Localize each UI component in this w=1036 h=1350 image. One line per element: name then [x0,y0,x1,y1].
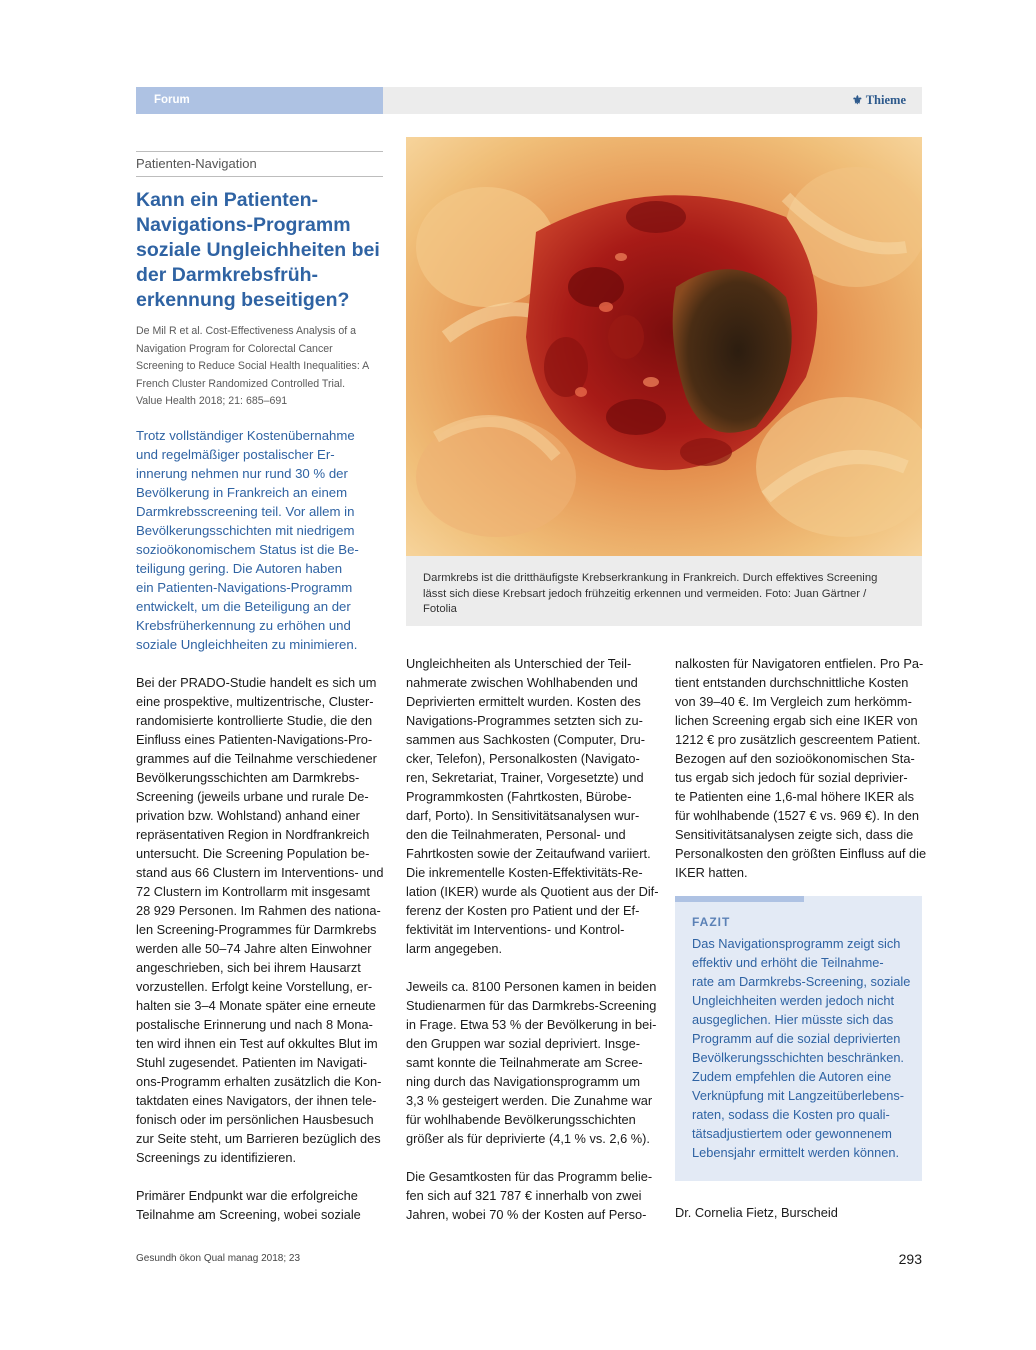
body-line: Die inkrementelle Kosten-Effektivitäts-Re- [406,865,643,880]
body-line: Bei der PRADO-Studie handelt es sich um [136,675,377,690]
body-line: ons-Programm erhalten zusätzlich die Kon- [136,1074,382,1089]
body-line [406,1148,656,1167]
body-line: von 39–40 €. Im Vergleich zum herkömm- [675,694,912,709]
body-line: ning durch das Navigationsprogramm um [406,1074,641,1089]
body-line: fonisch oder im persönlichen Hausbesuch [136,1112,374,1127]
body-column-2 [406,654,659,1224]
body-line: Einfluss eines Patienten-Navigations-Pro- [136,732,373,747]
body-line: Deprivierten ermittelt wurden. Kosten des [406,694,641,709]
body-line: sammen aus Sachkosten (Computer, Dru- [406,732,645,747]
body-line: ten wird ihnen ein Test auf okkultes Blut im [136,1036,378,1051]
caption-line: Fotolia [423,603,457,615]
body-column-1 [136,673,386,1224]
body-line: lichen Screening ergab sich eine IKER von [675,713,918,728]
body-line: grammes auf die Teilnahme verschiedener [136,751,377,766]
lead-line: entwickelt, um die Beteiligung an der [136,599,351,614]
colon-photo-illustration [406,137,922,556]
body-line: Stuhl zugesendet. Patienten im Navigati- [136,1055,368,1070]
fazit-heading: FAZIT [692,915,731,929]
page-number: 293 [898,1251,922,1267]
caption-line: lässt sich diese Krebsart jedoch frühzeitig erkennen und vermeiden. Foto: Juan Gärtner / [423,587,867,600]
body-line: ferenz der Kosten pro Patient und der Ef- [406,903,640,918]
fazit-line: Programm auf die sozial deprivierten [692,1031,901,1046]
publisher-name: Thieme [865,93,906,107]
body-line: Die Gesamtkosten für das Programm belie- [406,1169,653,1184]
body-line: darf, Porto). In Sensitivitätsanalysen wur- [406,808,640,823]
body-line: 3,3 % gesteigert werden. Die Zunahme war [406,1093,653,1108]
body-line: te Patienten eine 1,6-mal höhere IKER als [675,789,915,804]
citation-reference [136,323,384,411]
lead-line: innerung nehmen nur rund 30 % der [136,466,348,481]
body-line: den Gruppen war sozial depriviert. Insge- [406,1036,641,1051]
fazit-line: effektiv und erhöht die Teilnahme- [692,955,884,970]
body-line: Studienarmen für das Darmkrebs-Screening [406,998,657,1013]
body-line: taktdaten eines Navigators, der ihnen tele- [136,1093,377,1108]
fazit-line: ausgeglichen. Hier müsste sich das [692,1012,894,1027]
fazit-line: tätsadjustiertem oder gewonnenem [692,1126,892,1141]
article-rubric: Patienten-Navigation [136,151,383,177]
body-line: samt konnte die Teilnahmerate am Scree- [406,1055,643,1070]
body-line: stand aus 66 Clustern im Interventions- und [136,865,384,880]
caption-line: Darmkrebs ist die dritthäufigste Krebserkrankung in Frankreich. Durch effektives Screening [423,572,878,584]
title-line: der Darmkrebsfrüh- [136,264,319,286]
body-line: privation bzw. Wohlstand) anhand einer [136,808,360,823]
fazit-text [692,934,917,1162]
journal-citation: Gesundh ökon Qual manag 2018; 23 [136,1253,301,1264]
body-line: größer als für deprivierte (4,1 % vs. 2,6 %). [406,1131,650,1146]
figure-caption [406,556,922,626]
reference-line: French Cluster Randomized Controlled Trial. [136,377,346,390]
body-line: 28 929 Personen. Im Rahmen des nationa- [136,903,381,918]
lead-line: ein Patienten-Navigations-Programm [136,580,353,595]
body-line: Navigations-Programmes setzten sich zu- [406,713,643,728]
body-line: ren, Sekretariat, Trainer, Vorgesetzte) und [406,770,644,785]
body-line: tus ergab sich jedoch für sozial deprivier- [675,770,908,785]
body-line: lation (IKER) wurde als Quotient aus der Dif- [406,884,659,899]
body-line: Personalkosten den größten Einfluss auf die [675,846,927,861]
fazit-line: Ungleichheiten werden jedoch nicht [692,993,895,1008]
title-line: soziale Ungleichheiten bei [136,239,380,261]
body-line: nalkosten für Navigatoren entfielen. Pro Pa- [675,656,924,671]
body-line: Screening (jeweils urbane und rurale De- [136,789,369,804]
body-line: cker, Telefon), Personalkosten (Navigato- [406,751,640,766]
section-label: Forum [136,87,383,114]
lead-line: und regelmäßiger postalischer Er- [136,447,335,462]
publisher-brand [852,87,906,114]
body-line: eine prospektive, multizentrische, Cluster- [136,694,374,709]
body-line [136,1167,386,1186]
body-line: halten sie 3–4 Monate später eine erneute [136,998,376,1013]
fazit-line: Bevölkerungsschichten beschränken. [692,1050,904,1065]
body-line: vorzustellen. Erfolgt keine Vorstellung, er- [136,979,373,994]
fazit-line: raten, sodass die Kosten pro quali- [692,1107,890,1122]
fazit-line: Das Navigationsprogramm zeigt sich [692,936,901,951]
title-line: Kann ein Patienten- [136,189,319,211]
body-line: fektivität im Interventions- und Kontrol- [406,922,625,937]
body-line: Screenings zu identifizieren. [136,1150,297,1165]
article-title [136,188,386,313]
body-line: larm angegeben. [406,941,503,956]
body-line: Bezogen auf den sozioökonomischen Sta- [675,751,915,766]
lead-paragraph [136,426,384,654]
body-column-3 [675,654,925,882]
thieme-logo-icon: ⚜ [851,93,863,107]
article-photo [406,137,922,556]
body-line: nahmerate zwischen Wohlhabenden und [406,675,638,690]
body-line: werden alle 50–74 Jahre alten Einwohner [136,941,372,956]
fazit-accent-bar [675,896,804,902]
body-line: in Frage. Etwa 53 % der Bevölkerung in bei- [406,1017,657,1032]
lead-line: Bevölkerung in Frankreich an einem [136,485,348,500]
lead-line: sozioökonomischem Status ist die Be- [136,542,359,557]
title-line: Navigations-Programm [136,214,351,236]
body-line: für wohlhabende Bevölkerungsschichten [406,1112,636,1127]
lead-line: Krebsfrüherkennung zu erhöhen und [136,618,351,633]
body-line: den die Teilnahmeraten, Personal- und [406,827,626,842]
body-line: zur Seite steht, um Barrieren bezüglich des [136,1131,381,1146]
body-line: 1212 € pro zusätzlich gescreentem Patient. [675,732,921,747]
body-line: IKER hatten. [675,865,748,880]
reference-line: Navigation Program for Colorectal Cancer [136,342,333,355]
fazit-line: Zudem empfehlen die Autoren eine [692,1069,892,1084]
body-line: len Screening-Programmes für Darmkrebs [136,922,377,937]
header-bar [383,87,922,114]
body-line: randomisierte kontrollierte Studie, die den [136,713,373,728]
body-line: Teilnahme am Screening, wobei soziale [136,1207,361,1222]
body-line: Jahren, wobei 70 % der Kosten auf Perso- [406,1207,647,1222]
lead-line: Darmkrebsscreening teil. Vor allem in [136,504,355,519]
body-line [406,958,656,977]
body-line: Sensitivitätsanalysen zeigte sich, dass die [675,827,914,842]
body-line: untersucht. Die Screening Population be- [136,846,370,861]
lead-line: Trotz vollständiger Kostenübernahme [136,428,355,443]
fazit-line: rate am Darmkrebs-Screening, soziale [692,974,911,989]
reference-line: Screening to Reduce Social Health Inequalities: A [136,360,370,372]
body-line: Programmkosten (Fahrtkosten, Bürobe- [406,789,632,804]
reference-line: Value Health 2018; 21: 685–691 [136,395,288,407]
body-line: Fahrtkosten sowie der Zeitaufwand variiert. [406,846,651,861]
body-line: Primärer Endpunkt war die erfolgreiche [136,1188,358,1203]
body-line: postalische Erinnerung und nach 8 Mona- [136,1017,373,1032]
fazit-line: Lebensjahr ermittelt werden können. [692,1145,900,1160]
lead-line: teiligung gering. Die Autoren haben [136,561,343,576]
body-line: Bevölkerungsschichten am Darmkrebs- [136,770,360,785]
body-line: repräsentativen Region in Nordfrankreich [136,827,370,842]
body-line: tient entstanden durchschnittliche Kosten [675,675,909,690]
body-line: für wohlhabende (1527 € vs. 969 €). In den [675,808,920,823]
fazit-box [675,896,922,1181]
body-line: Ungleichheiten als Unterschied der Teil- [406,656,632,671]
fazit-line: Verknüpfung mit Langzeitüberlebens- [692,1088,904,1103]
title-line: erkennung beseitigen? [136,289,350,311]
reference-line: De Mil R et al. Cost-Effectiveness Analysis of a [136,325,357,337]
lead-line: soziale Ungleichheiten zu minimieren. [136,637,358,652]
body-line: angeschrieben, sich bei ihrem Hausarzt [136,960,361,975]
body-line: 72 Clustern im Kontrollarm mit insgesamt [136,884,370,899]
body-line: Jeweils ca. 8100 Personen kamen in beiden [406,979,657,994]
lead-line: Bevölkerungsschichten mit niedrigem [136,523,355,538]
article-author: Dr. Cornelia Fietz, Burscheid [675,1205,838,1220]
body-line: fen sich auf 321 787 € innerhalb von zwei [406,1188,642,1203]
